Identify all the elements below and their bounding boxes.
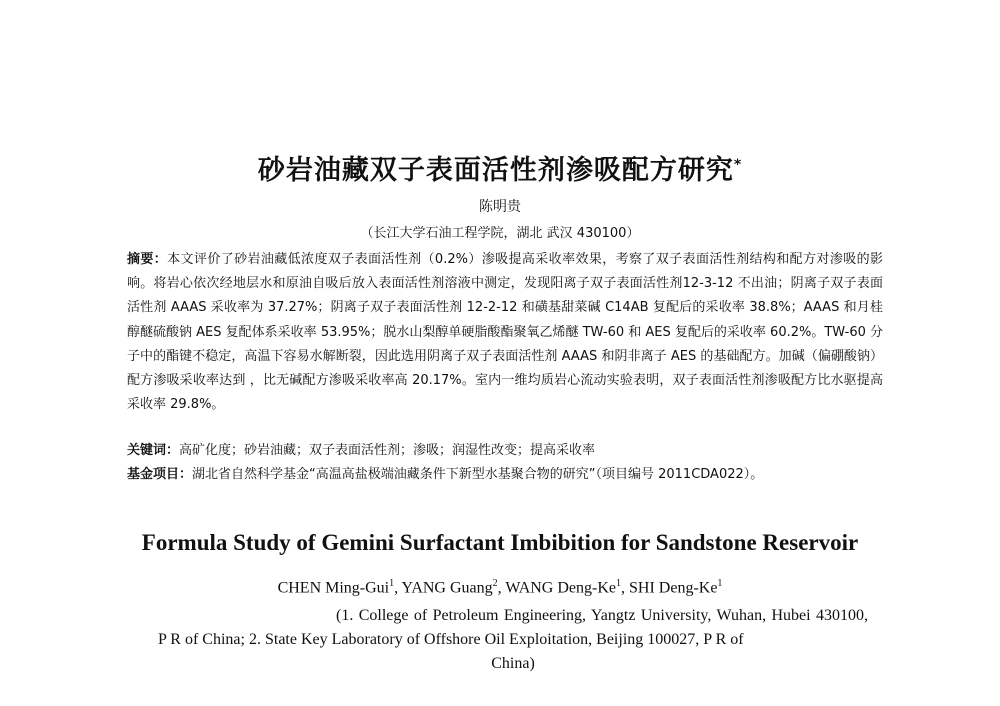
keywords-chinese bbox=[127, 440, 883, 462]
authors-english: CHEN Ming-Gui$^1$, YANG Guang$^2$, WANG Deng-Ke$^1$, SHI Deng-Ke$^1$ bbox=[277, 578, 723, 597]
title-english: Formula Study of Gemini Surfactant Imbibition for Sandstone Reservoir bbox=[141, 530, 859, 555]
keywords-label: 关键词： bbox=[127, 443, 180, 458]
footnote-mark: * bbox=[733, 157, 743, 173]
keywords-text: 高矿化度；砂岩油藏；双子表面活性剂；渗吸；润湿性改变；提高采收率 bbox=[179, 443, 596, 458]
fund-text: 湖北省自然科学基金“高温高盐极端油藏条件下新型水基聚合物的研究”（项目编号 2011CDA022）。 bbox=[192, 467, 764, 482]
author-name: YANG Guang bbox=[401, 579, 493, 597]
abstract-chinese bbox=[127, 248, 883, 417]
author-affiliation-mark: 1 bbox=[616, 578, 621, 589]
author-affiliation-mark: 1 bbox=[389, 578, 395, 589]
fund-project bbox=[127, 464, 883, 486]
author-chinese: 陈明贵 bbox=[479, 199, 521, 215]
affiliation-english-part1: (1. College of Petroleum Engineering, Yangtz University, Wuhan, Hubei bbox=[336, 607, 811, 624]
title-chinese-text: 砂岩油藏双子表面活性剂渗吸配方研究 bbox=[257, 155, 734, 186]
author-affiliation-mark: 2 bbox=[492, 578, 498, 589]
author-affiliation-mark: 1 bbox=[717, 578, 723, 589]
fund-label: 基金项目： bbox=[127, 467, 193, 482]
author-name: SHI Deng-Ke bbox=[629, 579, 718, 597]
author-name: WANG Deng-Ke bbox=[505, 579, 616, 597]
affiliation-english bbox=[158, 604, 868, 676]
abstract-label: 摘要： bbox=[127, 252, 168, 267]
abstract-text: 本文评价了砂岩油藏低浓度双子表面活性剂（0.2%）渗吸提高采收率效果，考察了双子表面活性剂结构和配方对渗吸的影响。将岩心依次经地层水和原油自吸后放入表面活性剂溶液中测定，发现阳离子双子表面活性剂12-3-12 不出油；阴离子双子表面活性剂 AAAS 采收率为 37.27%；阴离子双子表面活性剂 12-2-12 和磺基甜菜碱 C14AB 复配后的采收率 38.8%；AAAS 和月桂醇醚硫酸钠 AES 复配体系采收率 53.95%；脱水山梨醇单硬脂酸酯聚氧乙烯醚 TW-60 和 AES 复配后的采收率 60.2%。TW-60 分子中的酯键不稳定，高温下容易水解断裂，因此选用阴离子双子表面活性剂 AAAS 和阴非离子 AES 的基础配方。加碱（偏硼酸钠）配方渗吸采收率达到 ，比无碱配方渗吸采收率高 20.17%。室内一维均质岩心流动实验表明，双子表面活性剂渗吸配方比水驱提高采收率 29.8%。 bbox=[127, 252, 883, 413]
affiliation-chinese: （长江大学石油工程学院，湖北 武汉 430100） bbox=[360, 226, 640, 241]
author-name: CHEN Ming-Gui bbox=[277, 579, 390, 597]
affiliation-english-part3: China) bbox=[491, 655, 535, 672]
title-chinese bbox=[0, 148, 1000, 187]
affiliation-english-part2: 430100, P R of China; 2. State Key Laboratory of Offshore Oil Exploitation, Beijing 100027, P R of bbox=[158, 607, 869, 648]
